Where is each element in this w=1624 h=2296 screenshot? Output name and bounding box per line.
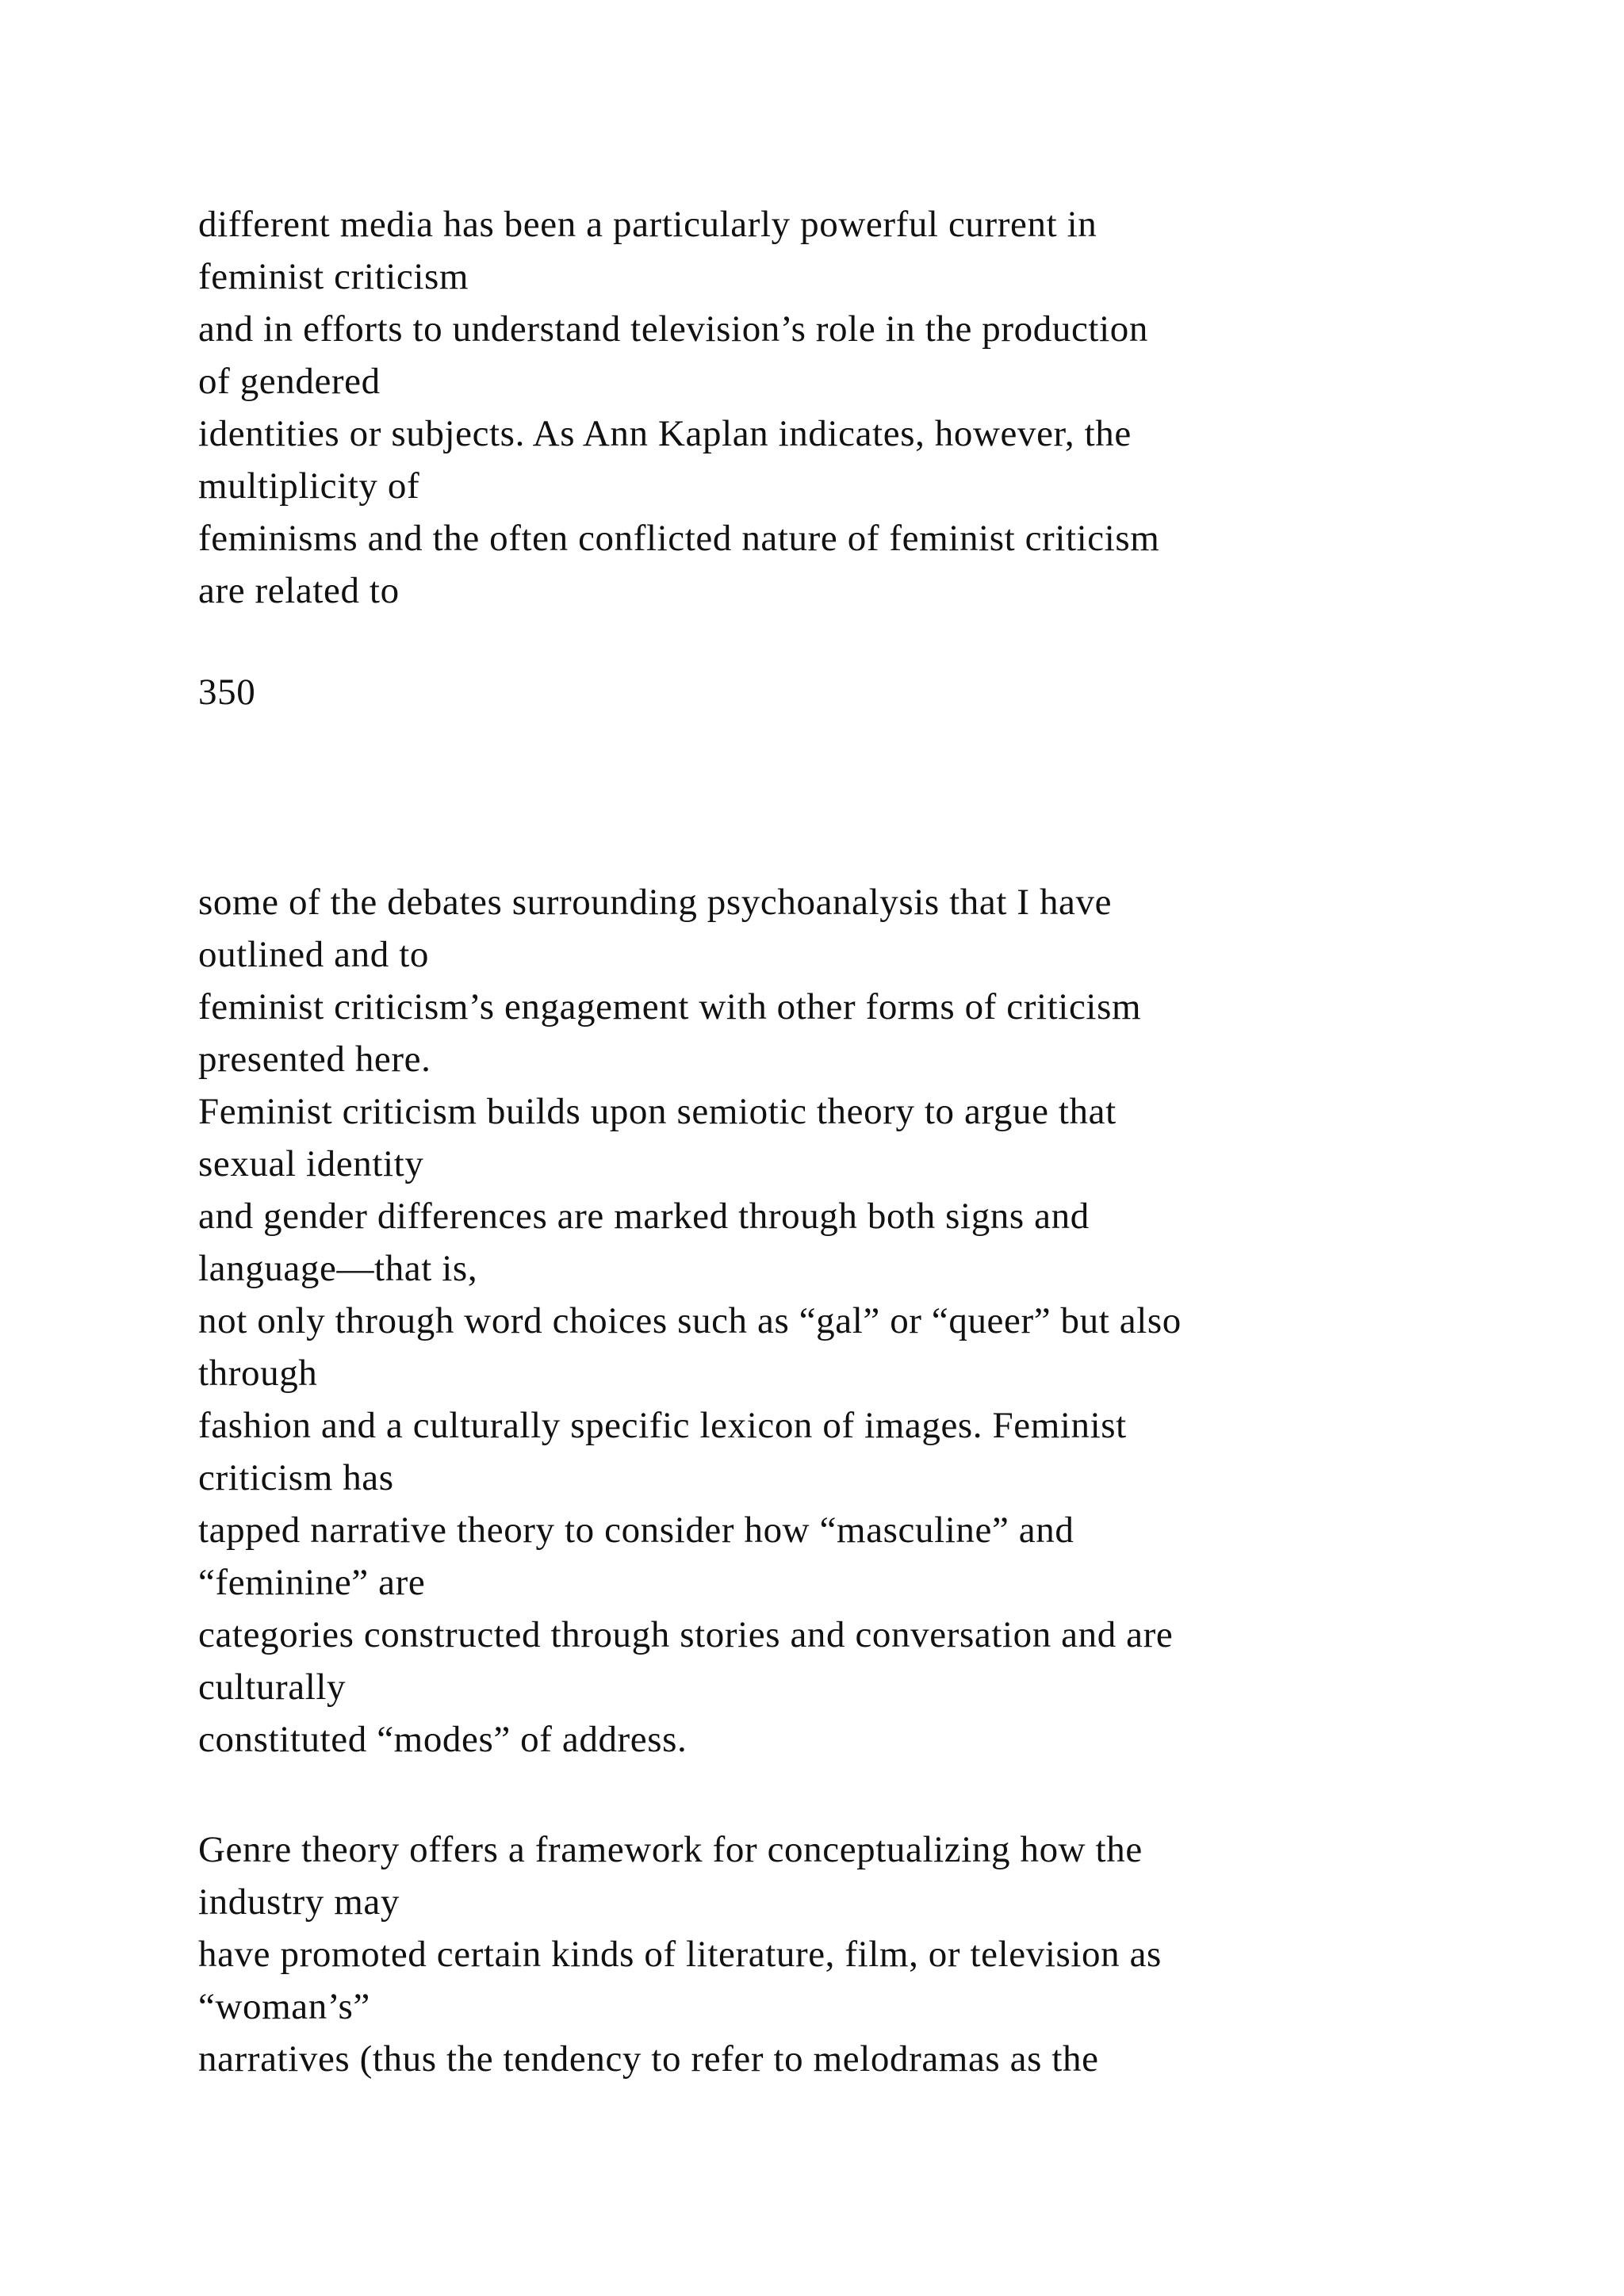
- text-line: Genre theory offers a framework for conceptualizing how the: [198, 1829, 1143, 1870]
- text-line: some of the debates surrounding psychoanalysis that I have: [198, 882, 1113, 923]
- text-line: not only through word choices such as “gal” or “queer” but also: [198, 1300, 1182, 1341]
- text-line: through: [198, 1353, 318, 1394]
- text-line: language—that is,: [198, 1248, 478, 1289]
- paragraph-block-2: [198, 876, 1546, 1766]
- text-line: multiplicity of: [198, 465, 420, 507]
- text-line: identities or subjects. As Ann Kaplan indicates, however, the: [198, 413, 1132, 454]
- text-line: of gendered: [198, 361, 381, 402]
- page-number: [198, 666, 1546, 718]
- text-line: different media has been a particularly powerful current in: [198, 204, 1097, 245]
- text-line: sexual identity: [198, 1143, 424, 1184]
- text-line: criticism has: [198, 1457, 394, 1498]
- text-line: outlined and to: [198, 934, 429, 975]
- text-line: and gender differences are marked through both signs and: [198, 1196, 1090, 1237]
- text-line: “woman’s”: [198, 1986, 370, 2027]
- text-line: and in efforts to understand television’s role in the production: [198, 308, 1148, 350]
- text-line: categories constructed through stories and conversation and are: [198, 1614, 1174, 1655]
- text-line: are related to: [198, 570, 400, 611]
- text-line: have promoted certain kinds of literature, film, or television as: [198, 1934, 1162, 1975]
- paragraph-block-1: [198, 198, 1546, 617]
- page-number-text: 350: [198, 672, 256, 713]
- text-line: feminist criticism’s engagement with other forms of criticism: [198, 986, 1142, 1027]
- text-line: Feminist criticism builds upon semiotic theory to argue that: [198, 1091, 1116, 1132]
- text-line: presented here.: [198, 1039, 431, 1080]
- text-line: feminist criticism: [198, 256, 469, 297]
- text-line: fashion and a culturally specific lexicon of images. Feminist: [198, 1405, 1127, 1446]
- text-line: constituted “modes” of address.: [198, 1719, 688, 1760]
- text-line: industry may: [198, 1881, 400, 1923]
- text-line: tapped narrative theory to consider how “masculine” and: [198, 1510, 1074, 1551]
- text-line: culturally: [198, 1667, 347, 1708]
- paragraph-block-3: [198, 1823, 1546, 2085]
- text-line: “feminine” are: [198, 1562, 426, 1603]
- text-line: feminisms and the often conflicted nature of feminist criticism: [198, 518, 1160, 559]
- text-line: narratives (thus the tendency to refer to melodramas as the: [198, 2038, 1099, 2080]
